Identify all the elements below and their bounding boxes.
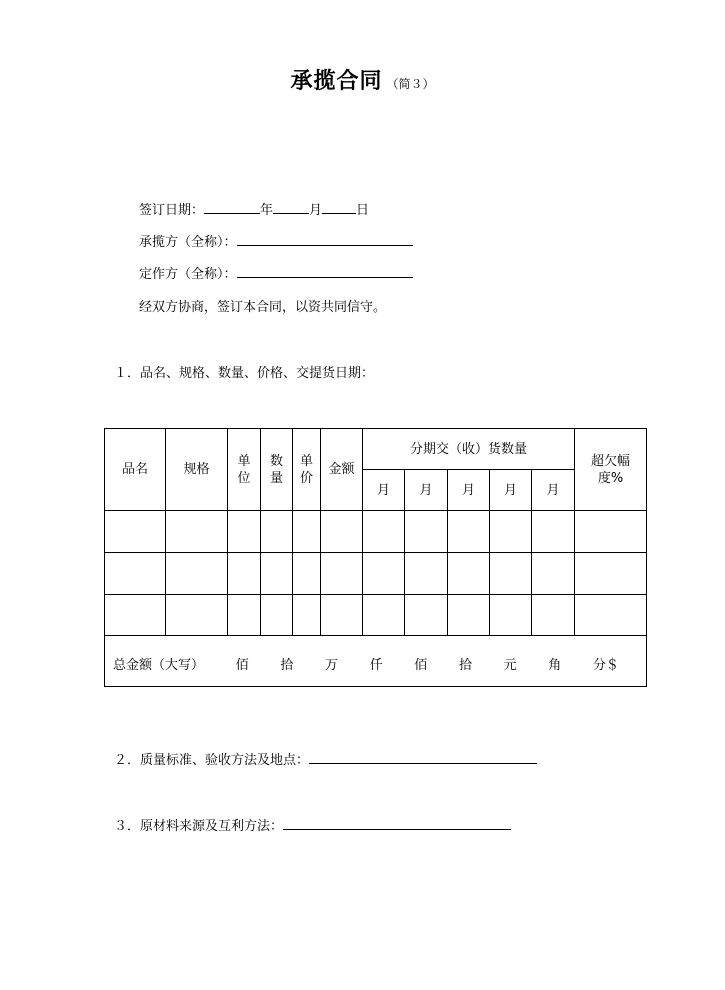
cell[interactable] [575, 595, 647, 636]
header-amount: 金额 [321, 429, 363, 511]
cell[interactable] [105, 511, 166, 553]
table-row [105, 595, 647, 636]
header-installments: 分期交（收）货数量 [363, 429, 575, 470]
sign-date-line [139, 199, 369, 218]
header-month-5: 月 [532, 470, 575, 511]
header-unit: 单位 [228, 429, 261, 511]
cell[interactable] [166, 511, 228, 553]
orderer-blank[interactable] [237, 263, 413, 278]
table-header-row [105, 429, 647, 470]
sign-date-label: 签订日期： [139, 203, 205, 218]
day-blank[interactable] [322, 199, 356, 214]
cell[interactable] [575, 511, 647, 553]
section-3-heading: ３．原材料来源及互利方法： [114, 819, 284, 834]
total-unit: 角 [548, 657, 562, 673]
cell[interactable] [228, 553, 261, 595]
header-spec: 规格 [166, 429, 228, 511]
day-label: 日 [356, 203, 370, 218]
cell[interactable] [261, 511, 293, 553]
cell[interactable] [166, 595, 228, 636]
cell[interactable] [363, 595, 405, 636]
cell[interactable] [532, 511, 575, 553]
intro-text: 经双方协商，签订本合同，以资共同信守。 [139, 300, 387, 315]
total-row [105, 636, 647, 687]
page-title: 承揽合同 （简３） [290, 69, 435, 94]
section-2-line [114, 749, 537, 768]
cell[interactable] [363, 511, 405, 553]
total-unit: 分＄ [592, 657, 619, 673]
cell[interactable] [228, 511, 261, 553]
header-month-4: 月 [490, 470, 532, 511]
cell[interactable] [448, 511, 490, 553]
contractor-line [139, 231, 413, 250]
cell[interactable] [575, 553, 647, 595]
cell[interactable] [405, 553, 448, 595]
cell[interactable] [490, 595, 532, 636]
cell[interactable] [321, 595, 363, 636]
cell[interactable] [261, 595, 293, 636]
cell[interactable] [448, 553, 490, 595]
cell[interactable] [105, 553, 166, 595]
year-blank[interactable] [204, 199, 260, 214]
month-label: 月 [309, 203, 323, 218]
header-month-1: 月 [363, 470, 405, 511]
cell[interactable] [293, 553, 321, 595]
cell[interactable] [532, 595, 575, 636]
total-unit: 仟 [369, 657, 383, 673]
month-blank[interactable] [273, 199, 309, 214]
materials-blank[interactable] [283, 815, 511, 830]
cell[interactable] [293, 595, 321, 636]
section-1-heading: １．品名、规格、数量、价格、交提货日期： [114, 366, 375, 381]
cell[interactable] [532, 553, 575, 595]
year-label: 年 [260, 203, 274, 218]
orderer-line [139, 263, 413, 282]
table-row [105, 511, 647, 553]
total-unit: 拾 [280, 657, 294, 673]
section-2-heading: ２．质量标准、验收方法及地点： [114, 753, 310, 768]
header-name: 品名 [105, 429, 166, 511]
quality-blank[interactable] [309, 749, 537, 764]
orderer-label: 定作方（全称）： [139, 267, 237, 282]
cell[interactable] [405, 511, 448, 553]
cell[interactable] [490, 553, 532, 595]
contractor-blank[interactable] [237, 231, 413, 246]
total-label: 总金额（大写） [113, 657, 205, 673]
cell[interactable] [228, 595, 261, 636]
cell[interactable] [166, 553, 228, 595]
total-unit: 佰 [235, 657, 249, 673]
header-price: 单价 [293, 429, 321, 511]
contractor-label: 承揽方（全称）： [139, 235, 237, 250]
header-qty: 数量 [261, 429, 293, 511]
cell[interactable] [321, 553, 363, 595]
cell[interactable] [261, 553, 293, 595]
total-cell [105, 636, 647, 687]
cell[interactable] [293, 511, 321, 553]
goods-table [104, 428, 647, 687]
cell[interactable] [490, 511, 532, 553]
total-unit: 元 [503, 657, 517, 673]
cell[interactable] [448, 595, 490, 636]
total-unit: 佰 [414, 657, 428, 673]
cell[interactable] [105, 595, 166, 636]
header-month-2: 月 [405, 470, 448, 511]
header-month-3: 月 [448, 470, 490, 511]
page-subtitle: （简３） [386, 77, 435, 91]
cell[interactable] [363, 553, 405, 595]
section-3-line [114, 815, 511, 834]
total-unit: 万 [324, 657, 338, 673]
cell[interactable] [405, 595, 448, 636]
cell[interactable] [321, 511, 363, 553]
total-unit: 拾 [458, 657, 472, 673]
header-variance: 超欠幅度% [575, 429, 647, 511]
table-row [105, 553, 647, 595]
